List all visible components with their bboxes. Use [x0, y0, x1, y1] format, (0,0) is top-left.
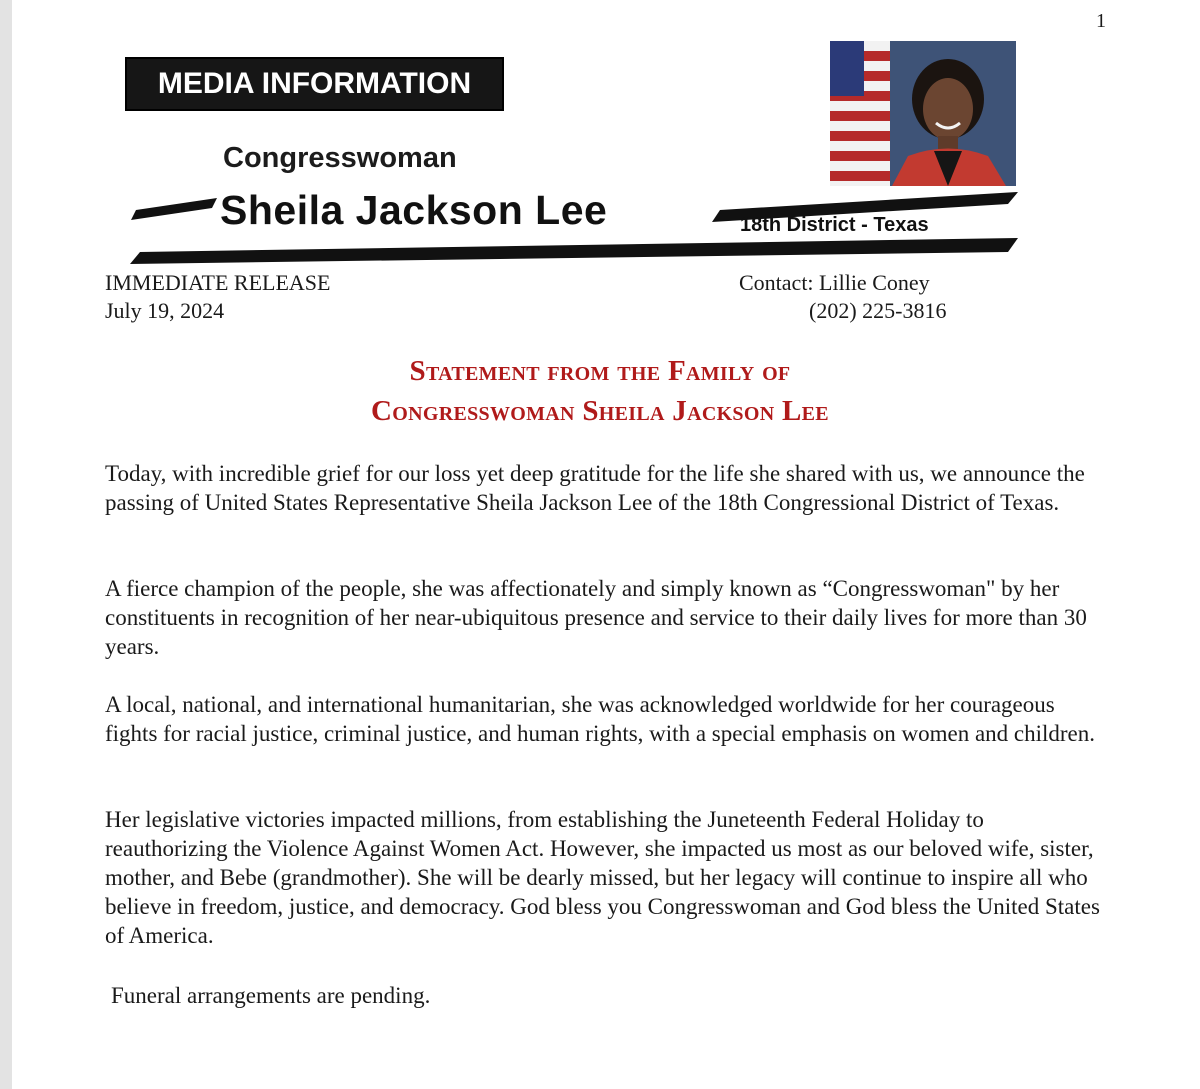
- congresswoman-portrait: [830, 41, 1016, 186]
- statement-title-line-1: Statement from the Family of: [409, 355, 791, 387]
- congresswoman-name: Sheila Jackson Lee: [220, 187, 608, 233]
- statement-paragraph-2: A fierce champion of the people, she was affectionately and simply known as “Congresswoman" by her constituents in recognition of her near-ubiquitous presence and service to their daily lives for more than 30 years.: [105, 576, 1087, 659]
- letterhead-bars: [12, 0, 1200, 280]
- page-number: 1: [1096, 10, 1106, 32]
- congresswoman-label: Congresswoman: [223, 142, 457, 174]
- statement-title-line-2: Congresswoman Sheila Jackson Lee: [371, 395, 829, 427]
- media-information-label: MEDIA INFORMATION: [157, 67, 472, 100]
- release-date: July 19, 2024: [105, 298, 225, 323]
- document-page: [12, 0, 1200, 1089]
- funeral-note: Funeral arrangements are pending.: [111, 983, 431, 1008]
- statement-paragraph-1: Today, with incredible grief for our loss yet deep gratitude for the life she shared with us, we announce the passing of United States Representative Sheila Jackson Lee of the 18th Congressional District of Texas.: [105, 461, 1085, 515]
- bottom-bar: [130, 238, 1018, 264]
- left-bar: [131, 198, 217, 220]
- contact-name: Contact: Lillie Coney: [739, 270, 930, 295]
- statement-paragraph-4: Her legislative victories impacted millions, from establishing the Juneteenth Federal Holiday to reauthorizing the Violence Against Women Act. However, she impacted us most as our beloved wife, sister, mother, and Bebe (grandmother). She will be dearly missed, but her legacy will continue to inspire all who believe in freedom, justice, and democracy. God bless you Congresswoman and God bless the United States of America.: [105, 807, 1100, 948]
- statement-paragraph-3: A local, national, and international humanitarian, she was acknowledged worldwide for her courageous fights for racial justice, criminal justice, and human rights, with a special emphasis on women and children.: [105, 692, 1096, 746]
- contact-phone: (202) 225-3816: [809, 298, 947, 323]
- district-label: 18th District - Texas: [740, 214, 929, 236]
- release-type: IMMEDIATE RELEASE: [105, 270, 331, 295]
